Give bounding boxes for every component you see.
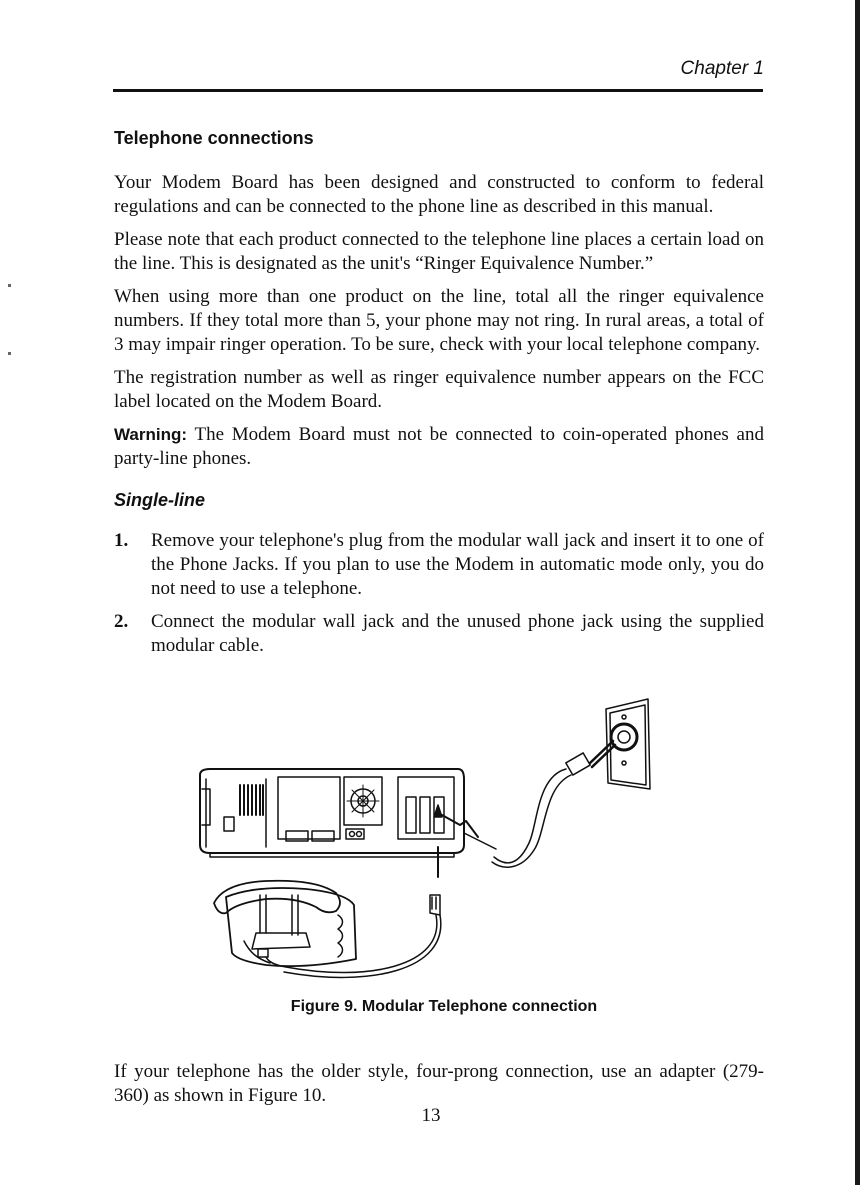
paragraph: Your Modem Board has been designed and constructed to conform to federal regulations and can be connected to the phone line as described in this manual. bbox=[114, 172, 764, 217]
chapter-header: Chapter 1 bbox=[680, 58, 764, 79]
computer-unit bbox=[200, 769, 464, 857]
figure-caption: Figure 9. Modular Telephone connection bbox=[290, 998, 598, 1015]
scan-mark bbox=[8, 352, 11, 355]
wall-cable bbox=[492, 741, 615, 867]
closing-paragraph: If your telephone has the older style, four-prong connection, use an adapter (279-360) as shown in Figure 10. bbox=[114, 1061, 764, 1106]
header-rule bbox=[113, 89, 763, 92]
step-2 bbox=[114, 610, 764, 658]
telephone bbox=[214, 881, 356, 966]
step-1 bbox=[114, 529, 764, 601]
main-content bbox=[114, 126, 764, 667]
wall-jack-plate bbox=[606, 699, 650, 789]
step-text: Remove your telephone's plug from the modular wall jack and insert it to one of the Phone Jacks. If you plan to use the Modem in automatic mode only, you do not need to use a telephone. bbox=[151, 530, 764, 599]
warning-text: The Modem Board must not be connected to coin-operated phones and party-line phones. bbox=[114, 424, 764, 469]
scan-edge bbox=[855, 0, 860, 1185]
step-text: Connect the modular wall jack and the unused phone jack using the supplied modular cable. bbox=[151, 611, 764, 656]
step-number: 2. bbox=[114, 611, 129, 632]
subsection-title: Single-line bbox=[114, 490, 206, 510]
paragraph: When using more than one product on the line, total all the ringer equivalence numbers. If they total more than 5, your phone may not ring. In rural areas, a total of 3 may impair ringer operation. To be sure, check with your local telephone company. bbox=[114, 286, 764, 355]
scan-mark bbox=[8, 284, 11, 287]
figure-9-illustration bbox=[196, 697, 666, 982]
paragraph: The registration number as well as ringer equivalence number appears on the FCC label located on the Modem Board. bbox=[114, 367, 764, 412]
warning-label: Warning: bbox=[114, 425, 188, 444]
paragraph: Please note that each product connected to the telephone line places a certain load on the line. This is designated as the unit's “Ringer Equivalence Number.” bbox=[114, 229, 764, 274]
section-title: Telephone connections bbox=[114, 128, 314, 148]
step-number: 1. bbox=[114, 530, 129, 551]
page-number: 13 bbox=[421, 1105, 441, 1126]
warning-paragraph bbox=[114, 423, 764, 471]
